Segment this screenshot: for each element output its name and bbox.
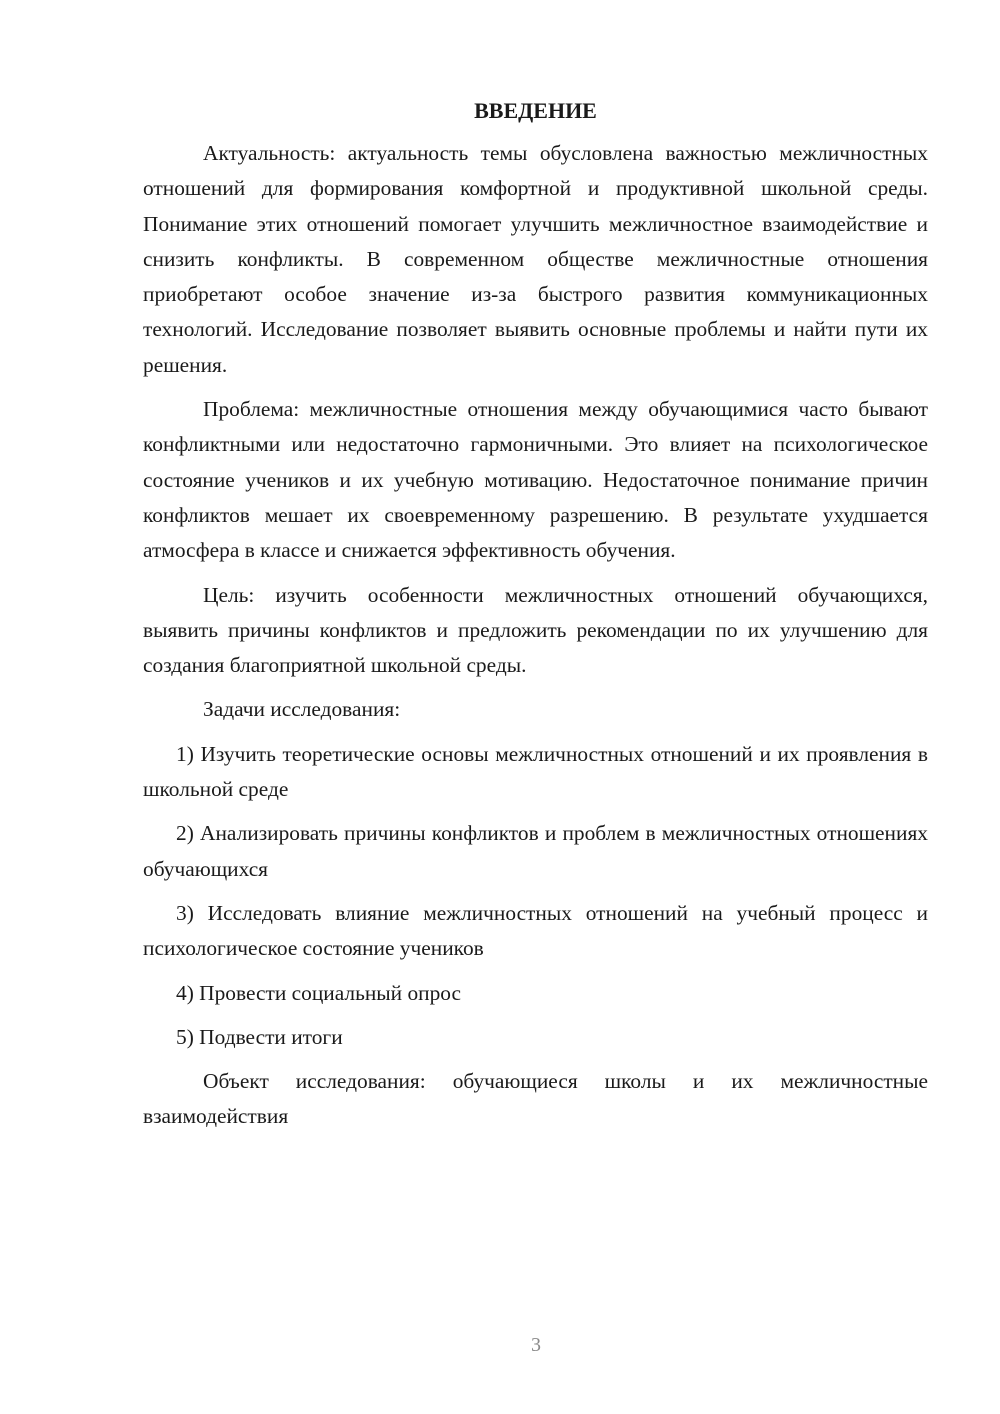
task-item-5: 5) Подвести итоги <box>176 1024 343 1049</box>
task-item-1: 1) Изучить теоретические основы межличностных отношений и их проявления в школьной среде <box>143 741 928 802</box>
task-item-4: 4) Провести социальный опрос <box>176 980 462 1005</box>
goal-paragraph: Цель: изучить особенности межличностных отношений обучающихся, выявить причины конфликтов и предложить рекомендации по их улучшению для создания благоприятной школьной среды. <box>143 582 928 678</box>
relevance-paragraph: Актуальность: актуальность темы обусловлена важностью межличностных отношений для формирования комфортной и продуктивной школьной среды. Понимание этих отношений помогает улучшить межличностное взаимодействие и снизить конфликты. В современном обществе межличностные отношения приобретают особое значение из-за быстрого развития коммуникационных технологий. Исследование позволяет выявить основные проблемы и найти пути их решения. <box>143 141 928 377</box>
document-page <box>143 95 928 1144</box>
document-title: ВВЕДЕНИЕ <box>474 98 597 123</box>
object-paragraph: Объект исследования: обучающиеся школы и их межличностные взаимодействия <box>143 1069 928 1129</box>
problem-paragraph: Проблема: межличностные отношения между обучающимися часто бывают конфликтными или недостаточно гармоничными. Это влияет на психологическое состояние учеников и их учебную мотивацию. Недостаточное понимание причин конфликтов мешает их своевременному разрешению. В результате ухудшается атмосфера в классе и снижается эффективность обучения. <box>143 397 928 563</box>
task-item-2: 2) Анализировать причины конфликтов и проблем в межличностных отношениях обучающихся <box>143 821 928 881</box>
tasks-heading: Задачи исследования: <box>203 697 401 722</box>
task-item-3: 3) Исследовать влияние межличностных отношений на учебный процесс и психологическое состояние учеников <box>143 900 928 961</box>
page-number: 3 <box>531 1334 541 1356</box>
